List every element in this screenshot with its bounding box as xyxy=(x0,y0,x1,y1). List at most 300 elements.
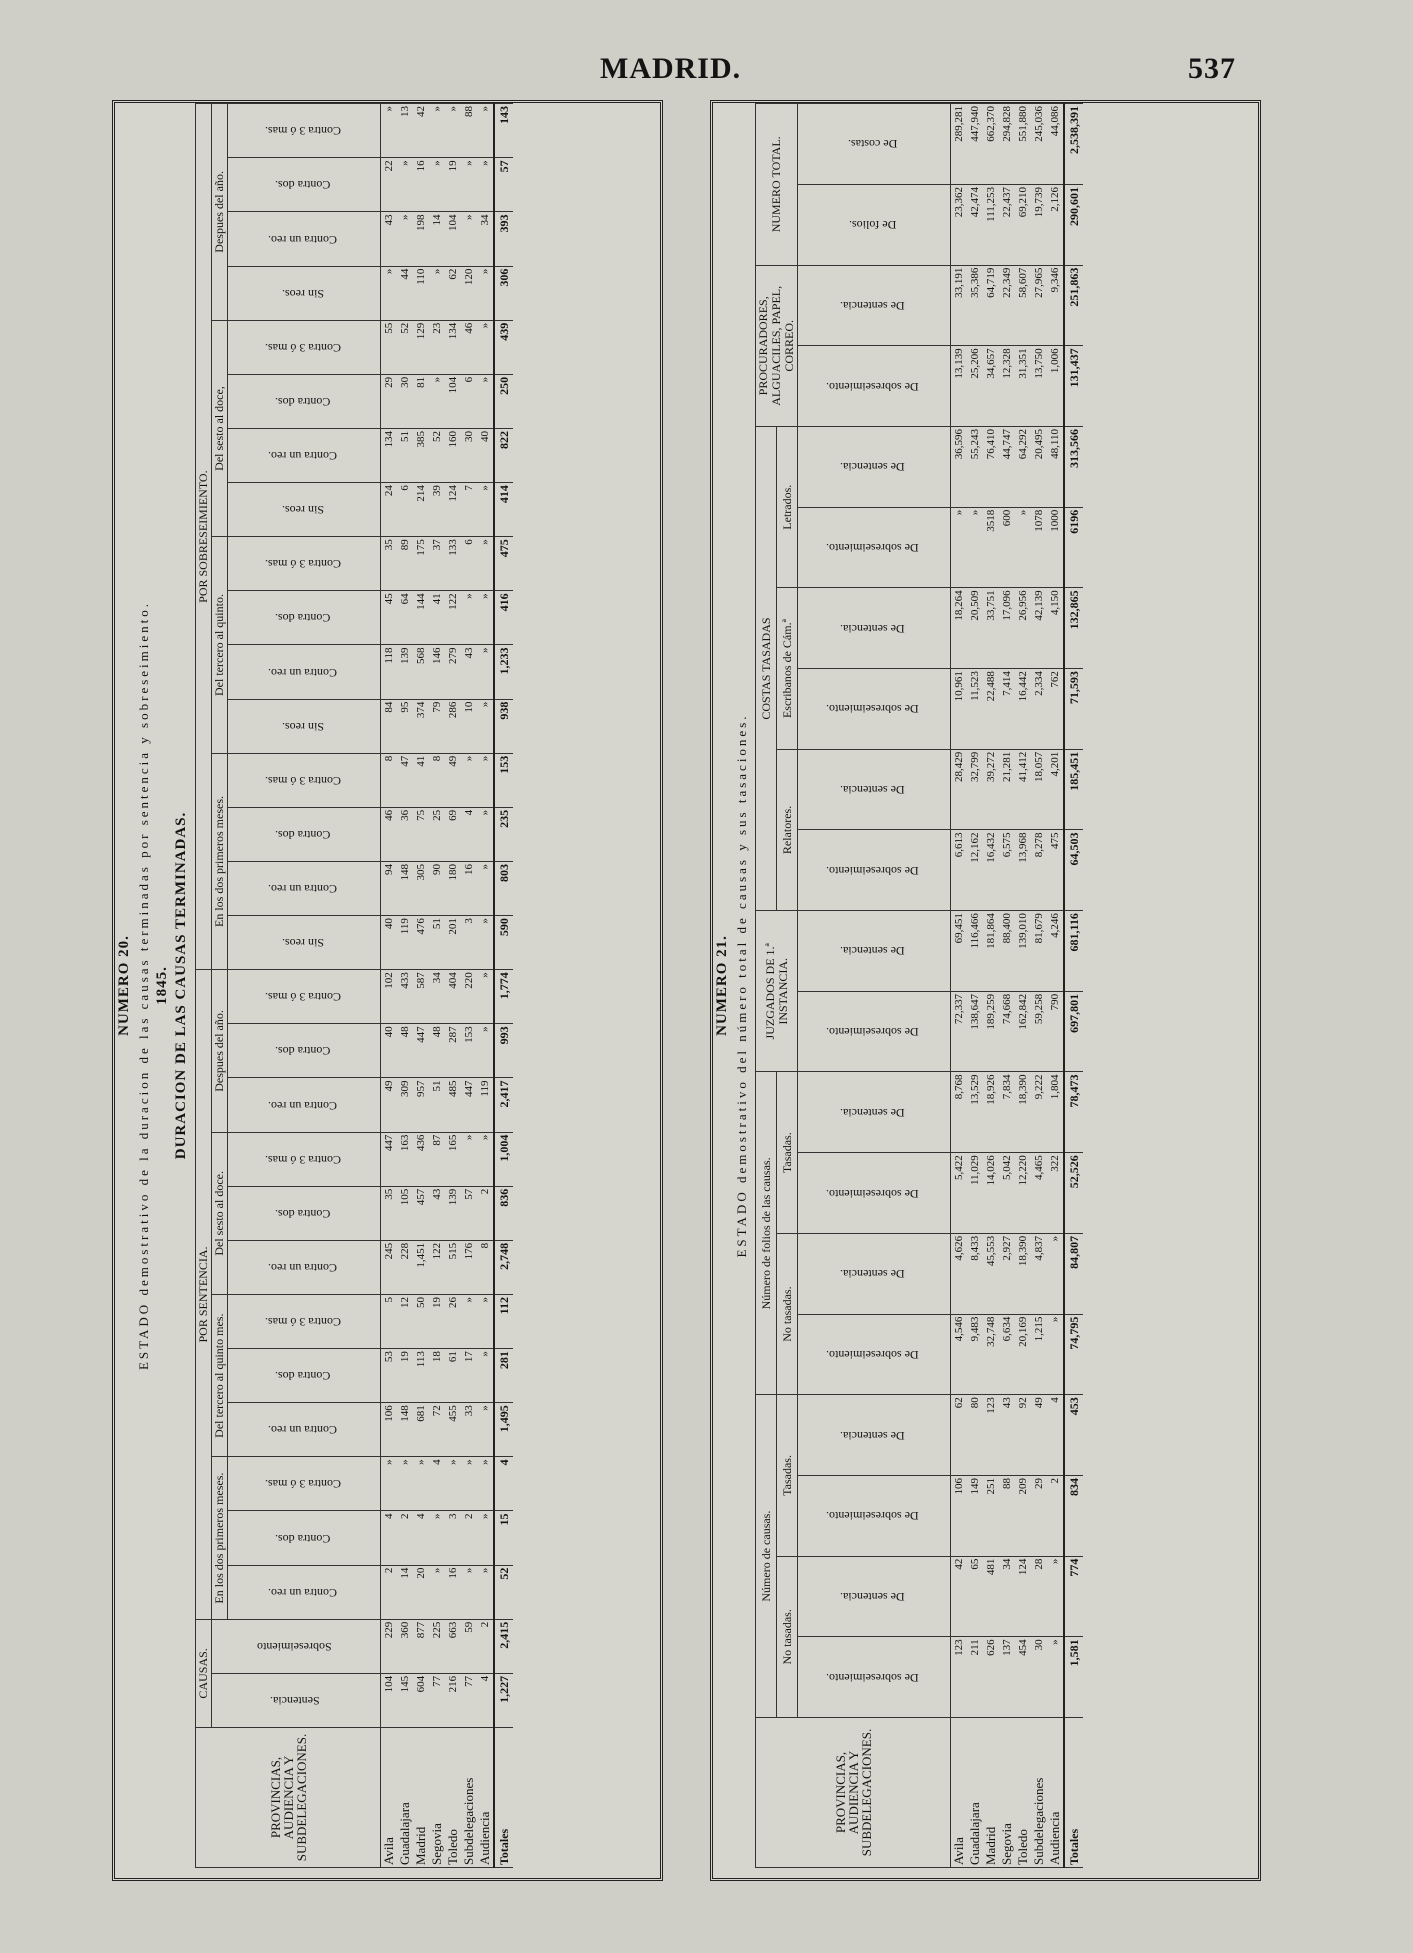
cell: 834 xyxy=(1064,1475,1083,1556)
table-row xyxy=(1015,104,1031,1868)
cell: 4 xyxy=(381,1511,398,1565)
cell: » xyxy=(461,753,477,807)
cell: 1,495 xyxy=(494,1403,513,1457)
cell: 79 xyxy=(429,699,445,753)
cell: 45 xyxy=(381,591,398,645)
cell: 139,010 xyxy=(1015,911,1031,992)
cell: 4 xyxy=(429,1457,445,1511)
cell: 30 xyxy=(461,429,477,483)
cell: 32,799 xyxy=(967,749,983,830)
cell: » xyxy=(477,104,494,158)
table-21-frame xyxy=(710,100,1261,1881)
cell: 132,865 xyxy=(1064,588,1083,669)
cell: 8 xyxy=(477,1240,494,1294)
cell: 11,523 xyxy=(967,669,983,750)
table-20-subtitle: ESTADO demostrativo de la duracion de las causas terminadas por sentencia y sobreseimiento. xyxy=(136,600,151,1371)
col-header: De sobreseimiento. xyxy=(798,830,951,911)
cell: 22,488 xyxy=(983,669,999,750)
cell: 122 xyxy=(445,591,461,645)
cell: 6,613 xyxy=(951,830,968,911)
cell: » xyxy=(477,645,494,699)
cell: 43 xyxy=(999,1395,1015,1476)
cell: 78,473 xyxy=(1064,1072,1083,1153)
cell: 71,593 xyxy=(1064,669,1083,750)
cell: 551,880 xyxy=(1015,104,1031,185)
cell: 123 xyxy=(951,1637,968,1718)
col-header: Contra dos. xyxy=(228,1511,381,1565)
col-header: De sobreseimiento. xyxy=(798,1475,951,1556)
col-header: De sentencia. xyxy=(798,1395,951,1476)
col-header: Contra un reo. xyxy=(228,1403,381,1457)
cell: 88 xyxy=(999,1475,1015,1556)
cell: 515 xyxy=(445,1240,461,1294)
cell: 46 xyxy=(381,807,398,861)
cell: 393 xyxy=(494,212,513,266)
group-sobreseimiento: POR SOBRESEIMIENTO. xyxy=(196,104,212,970)
cell: 993 xyxy=(494,1024,513,1078)
cell: 279 xyxy=(445,645,461,699)
cell: 416 xyxy=(494,591,513,645)
province-name: Segovia xyxy=(429,1728,445,1868)
cell: 148 xyxy=(397,862,413,916)
cell: 134 xyxy=(445,320,461,374)
cell: 1,804 xyxy=(1047,1072,1064,1153)
cell: 180 xyxy=(445,862,461,916)
cell: 20,169 xyxy=(1015,1314,1031,1395)
col-header: Contra dos. xyxy=(228,1349,381,1403)
cell: » xyxy=(477,916,494,970)
cell: 774 xyxy=(1064,1556,1083,1637)
cell: 1,227 xyxy=(494,1673,513,1727)
cell: 61 xyxy=(445,1349,461,1403)
cell: 131,437 xyxy=(1064,346,1083,427)
cell: 41 xyxy=(413,753,429,807)
cell: » xyxy=(967,507,983,588)
cell: 22,437 xyxy=(999,184,1015,265)
table-20-number: NUMERO 20. xyxy=(116,935,132,1036)
cell: 1,581 xyxy=(1064,1637,1083,1718)
cell: 23 xyxy=(429,320,445,374)
causas-header: CAUSAS. xyxy=(196,1619,212,1727)
cell: 322 xyxy=(1047,1153,1064,1234)
province-name: Toledo xyxy=(1015,1718,1031,1868)
cell: 48 xyxy=(397,1024,413,1078)
cell: 228 xyxy=(397,1240,413,1294)
table-row xyxy=(477,104,494,1868)
cell: 81,679 xyxy=(1031,911,1047,992)
cell: 27,965 xyxy=(1031,265,1047,346)
cell: 26 xyxy=(445,1295,461,1349)
cell: 8,433 xyxy=(967,1233,983,1314)
cell: 1,215 xyxy=(1031,1314,1047,1395)
cell: 139 xyxy=(397,645,413,699)
cell: 476 xyxy=(413,916,429,970)
cell: 2 xyxy=(461,1511,477,1565)
cell: 64,503 xyxy=(1064,830,1083,911)
cell: 19 xyxy=(397,1349,413,1403)
cell: 34,657 xyxy=(983,346,999,427)
cell: 95 xyxy=(397,699,413,753)
cell: 13 xyxy=(397,104,413,158)
cell: 5,422 xyxy=(951,1153,968,1234)
cell: 153 xyxy=(461,1024,477,1078)
cell: 485 xyxy=(445,1078,461,1132)
cell: 447 xyxy=(461,1078,477,1132)
cell: 8 xyxy=(429,753,445,807)
table-21-number: NUMERO 21. xyxy=(714,935,730,1036)
period-sobreseimiento-1: Del tercero al quinto. xyxy=(212,537,228,754)
cell: 84 xyxy=(381,699,398,753)
cell: 25,206 xyxy=(967,346,983,427)
cell: 13,139 xyxy=(951,346,968,427)
cell: 181,864 xyxy=(983,911,999,992)
cell: 762 xyxy=(1047,669,1064,750)
cell: 165 xyxy=(445,1132,461,1186)
cell: 11,029 xyxy=(967,1153,983,1234)
cell: 313,566 xyxy=(1064,427,1083,508)
cell: 3 xyxy=(445,1511,461,1565)
cell: 8,768 xyxy=(951,1072,968,1153)
cell: 457 xyxy=(413,1186,429,1240)
table-20-rotated xyxy=(115,103,650,1868)
cell: 12,328 xyxy=(999,346,1015,427)
cell: 4,837 xyxy=(1031,1233,1047,1314)
cell: 2,748 xyxy=(494,1240,513,1294)
col-header: Contra 3 ó mas. xyxy=(228,970,381,1024)
cell: 245,036 xyxy=(1031,104,1047,185)
table-row xyxy=(461,104,477,1868)
cell: 225 xyxy=(429,1619,445,1673)
province-name: Audiencia xyxy=(477,1728,494,1868)
cell: 13,968 xyxy=(1015,830,1031,911)
cell: 185,451 xyxy=(1064,749,1083,830)
province-name: Guadalajara xyxy=(397,1728,413,1868)
cell: » xyxy=(477,1403,494,1457)
cell: 143 xyxy=(494,104,513,158)
cell: 112 xyxy=(494,1295,513,1349)
cell: 4 xyxy=(461,807,477,861)
table-20-title: DURACION DE LAS CAUSAS TERMINADAS. xyxy=(173,811,189,1160)
cell: 2,538,391 xyxy=(1064,104,1083,185)
cell: 118 xyxy=(381,645,398,699)
col-header: Contra dos. xyxy=(228,1186,381,1240)
cell: 51 xyxy=(397,429,413,483)
cell: 44,747 xyxy=(999,427,1015,508)
province-name: Toledo xyxy=(445,1728,461,1868)
sub-relatores: Relatores. xyxy=(777,749,798,910)
cell: 57 xyxy=(494,158,513,212)
cell: 55,243 xyxy=(967,427,983,508)
col-header: Sin reos. xyxy=(228,916,381,970)
cell: 211 xyxy=(967,1637,983,1718)
col-header: Contra 3 ó mas. xyxy=(228,104,381,158)
cell: 3 xyxy=(461,916,477,970)
cell: 124 xyxy=(445,483,461,537)
cell: 216 xyxy=(445,1673,461,1727)
period-sobreseimiento-2: Del sesto al doce, xyxy=(212,320,228,537)
cell: 41 xyxy=(429,591,445,645)
cell: 59 xyxy=(461,1619,477,1673)
table-row xyxy=(999,104,1015,1868)
cell: 2,334 xyxy=(1031,669,1047,750)
cell: 4 xyxy=(413,1511,429,1565)
cell: » xyxy=(413,1457,429,1511)
col-header: Contra dos. xyxy=(228,1024,381,1078)
cell: 162,842 xyxy=(1015,991,1031,1072)
cell: 12,220 xyxy=(1015,1153,1031,1234)
cell: » xyxy=(951,507,968,588)
cell: 1000 xyxy=(1047,507,1064,588)
period-sentencia-2: Del sesto al doce. xyxy=(212,1132,228,1294)
cell: 439 xyxy=(494,320,513,374)
cell: 19 xyxy=(429,1295,445,1349)
totals-row xyxy=(494,104,513,1868)
cell: 201 xyxy=(445,916,461,970)
cell: 72 xyxy=(429,1403,445,1457)
cell: 790 xyxy=(1047,991,1064,1072)
cell: 160 xyxy=(445,429,461,483)
cell: 4 xyxy=(1047,1395,1064,1476)
group-causas: Número de causas. xyxy=(756,1395,777,1718)
col-header: De sobreseimiento. xyxy=(798,991,951,1072)
sub-tasadas: Tasadas. xyxy=(777,1395,798,1556)
cell: 4,150 xyxy=(1047,588,1064,669)
cell: 2 xyxy=(477,1619,494,1673)
row-header: PROVINCIAS, AUDIENCIA Y SUBDELEGACIONES. xyxy=(196,1728,381,1868)
col-header: De sobreseimiento. xyxy=(798,507,951,588)
cell: 281 xyxy=(494,1349,513,1403)
cell: 144 xyxy=(413,591,429,645)
cell: 209 xyxy=(1015,1475,1031,1556)
cell: 697,801 xyxy=(1064,991,1083,1072)
cell: 44,086 xyxy=(1047,104,1064,185)
sub-no-tasadas-folios: No tasadas. xyxy=(777,1233,798,1394)
cell: 52 xyxy=(494,1565,513,1619)
cell: 42,474 xyxy=(967,184,983,265)
cell: 16 xyxy=(445,1565,461,1619)
cell: » xyxy=(477,862,494,916)
cell: 1,004 xyxy=(494,1132,513,1186)
cell: 26,956 xyxy=(1015,588,1031,669)
col-header: De sentencia. xyxy=(798,427,951,508)
cell: » xyxy=(461,1457,477,1511)
cell: 33,751 xyxy=(983,588,999,669)
cell: 19,739 xyxy=(1031,184,1047,265)
cell: 2,415 xyxy=(494,1619,513,1673)
col-header: Contra 3 ó mas. xyxy=(228,537,381,591)
cell: 72,337 xyxy=(951,991,968,1072)
cell: 34 xyxy=(477,212,494,266)
cell: 42 xyxy=(413,104,429,158)
cell: » xyxy=(1047,1556,1064,1637)
cell: » xyxy=(477,1024,494,1078)
cell: » xyxy=(477,483,494,537)
cell: 84,807 xyxy=(1064,1233,1083,1314)
cell: 18,057 xyxy=(1031,749,1047,830)
col-header: Contra un reo. xyxy=(228,1240,381,1294)
cell: 214 xyxy=(413,483,429,537)
cell: » xyxy=(477,699,494,753)
cell: 37 xyxy=(429,537,445,591)
cell: 42 xyxy=(951,1556,968,1637)
cell: 88,400 xyxy=(999,911,1015,992)
cell: » xyxy=(381,1457,398,1511)
table-row xyxy=(413,104,429,1868)
cell: 119 xyxy=(397,916,413,970)
cell: 76,410 xyxy=(983,427,999,508)
cell: 14 xyxy=(429,212,445,266)
cell: 148 xyxy=(397,1403,413,1457)
cell: » xyxy=(477,537,494,591)
province-name: Totales xyxy=(494,1728,513,1868)
cell: » xyxy=(477,591,494,645)
cell: 124 xyxy=(1015,1556,1031,1637)
cell: 110 xyxy=(413,266,429,320)
cell: » xyxy=(397,158,413,212)
table-row xyxy=(967,104,983,1868)
cell: 69 xyxy=(445,807,461,861)
cell: 475 xyxy=(1047,830,1064,911)
cell: 289,281 xyxy=(951,104,968,185)
cell: 20,495 xyxy=(1031,427,1047,508)
col-header: De sentencia. xyxy=(798,265,951,346)
cell: 360 xyxy=(397,1619,413,1673)
cell: 50 xyxy=(413,1295,429,1349)
cell: 681 xyxy=(413,1403,429,1457)
cell: 4,465 xyxy=(1031,1153,1047,1234)
cell: 146 xyxy=(429,645,445,699)
cell: 64,292 xyxy=(1015,427,1031,508)
cell: » xyxy=(477,807,494,861)
cell: 23,362 xyxy=(951,184,968,265)
cell: 6196 xyxy=(1064,507,1083,588)
cell: » xyxy=(461,212,477,266)
col-header: Contra 3 ó mas. xyxy=(228,1132,381,1186)
cell: » xyxy=(381,104,398,158)
cell: 4,626 xyxy=(951,1233,968,1314)
cell: 41,412 xyxy=(1015,749,1031,830)
cell: » xyxy=(1015,507,1031,588)
cell: » xyxy=(461,1295,477,1349)
cell: 40 xyxy=(477,429,494,483)
cell: 9,483 xyxy=(967,1314,983,1395)
cell: » xyxy=(477,374,494,428)
col-header: Contra dos. xyxy=(228,374,381,428)
cell: 8,278 xyxy=(1031,830,1047,911)
cell: 626 xyxy=(983,1637,999,1718)
cell: 139 xyxy=(445,1186,461,1240)
cell: 220 xyxy=(461,970,477,1024)
cell: 13,529 xyxy=(967,1072,983,1153)
cell: 2 xyxy=(397,1511,413,1565)
cell: 18,264 xyxy=(951,588,968,669)
province-name: Subdelegaciones xyxy=(461,1728,477,1868)
cell: 57 xyxy=(461,1186,477,1240)
cell: 102 xyxy=(381,970,398,1024)
cell: 120 xyxy=(461,266,477,320)
cell: 587 xyxy=(413,970,429,1024)
cell: » xyxy=(477,753,494,807)
cell: 198 xyxy=(413,212,429,266)
col-header: Contra un reo. xyxy=(228,1565,381,1619)
cell: 80 xyxy=(967,1395,983,1476)
cell: 62 xyxy=(445,266,461,320)
cell: 6 xyxy=(461,374,477,428)
cell: 600 xyxy=(999,507,1015,588)
cell: 287 xyxy=(445,1024,461,1078)
group-sentencia: POR SENTENCIA. xyxy=(196,970,212,1620)
cell: 53 xyxy=(381,1349,398,1403)
cell: 34 xyxy=(999,1556,1015,1637)
cell: 55 xyxy=(381,320,398,374)
cell: » xyxy=(477,266,494,320)
cell: 8 xyxy=(381,753,398,807)
cell: » xyxy=(461,1565,477,1619)
cell: 104 xyxy=(445,374,461,428)
cell: 17 xyxy=(461,1349,477,1403)
cell: 49 xyxy=(1031,1395,1047,1476)
cell: 447,940 xyxy=(967,104,983,185)
cell: 106 xyxy=(381,1403,398,1457)
cell: » xyxy=(429,374,445,428)
cell: 22 xyxy=(381,158,398,212)
cell: 414 xyxy=(494,483,513,537)
col-header: De sentencia. xyxy=(798,588,951,669)
cell: 36,596 xyxy=(951,427,968,508)
cell: 52 xyxy=(397,320,413,374)
cell: 14 xyxy=(397,1565,413,1619)
cell: 822 xyxy=(494,429,513,483)
cell: 29 xyxy=(381,374,398,428)
cell: 18,390 xyxy=(1015,1233,1031,1314)
cell: 65 xyxy=(967,1556,983,1637)
cell: 7,834 xyxy=(999,1072,1015,1153)
province-name: Segovia xyxy=(999,1718,1015,1868)
col-header: Contra 3 ó mas. xyxy=(228,320,381,374)
cell: 229 xyxy=(381,1619,398,1673)
cell: 6,575 xyxy=(999,830,1015,911)
cell: 149 xyxy=(967,1475,983,1556)
cell: 604 xyxy=(413,1673,429,1727)
cell: 22,349 xyxy=(999,265,1015,346)
cell: 81 xyxy=(413,374,429,428)
cell: 7,414 xyxy=(999,669,1015,750)
cell: 30 xyxy=(1031,1637,1047,1718)
cell: 20,509 xyxy=(967,588,983,669)
sub-no-tasadas: No tasadas. xyxy=(777,1556,798,1717)
cell: » xyxy=(477,1295,494,1349)
cell: » xyxy=(477,1132,494,1186)
col-header: De sentencia. xyxy=(798,1072,951,1153)
cell: 43 xyxy=(461,645,477,699)
cell: 9,222 xyxy=(1031,1072,1047,1153)
group-folios: Número de folios de las causas. xyxy=(756,1072,777,1395)
province-name: Audiencia xyxy=(1047,1718,1064,1868)
col-header: Contra 3 ó mas. xyxy=(228,753,381,807)
cell: » xyxy=(477,158,494,212)
cell: 447 xyxy=(413,1024,429,1078)
cell: 137 xyxy=(999,1637,1015,1718)
cell: 309 xyxy=(397,1078,413,1132)
cell: 16,442 xyxy=(1015,669,1031,750)
cell: 235 xyxy=(494,807,513,861)
cell: 5,042 xyxy=(999,1153,1015,1234)
table-row xyxy=(1047,104,1064,1868)
col-header: De sobreseimiento. xyxy=(798,669,951,750)
cell: 4 xyxy=(477,1673,494,1727)
cell: 305 xyxy=(413,862,429,916)
totals-row xyxy=(1064,104,1083,1868)
